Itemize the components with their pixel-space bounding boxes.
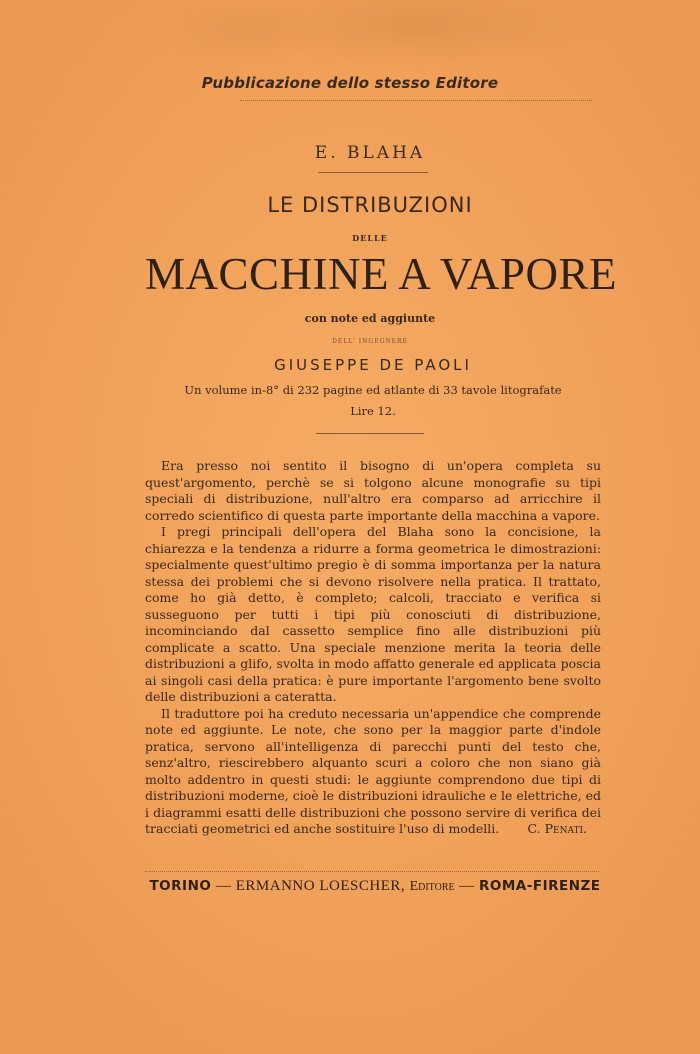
review-paragraph (145, 706, 601, 838)
review-paragraph: Era presso noi sentito il bisogno di un'opera completa su quest'argomento, perchè se si tolgono alcune monografie su tipi speciali di distribuzione, null'altro era comparso ad arricchire il corredo scientifico di questa parte importante della macchina a vapore. (145, 458, 601, 523)
price-rule (316, 433, 424, 434)
review-paragraph: I pregi principali dell'opera del Blaha sono la concisione, la chiarezza e la tendenza a ridurre a forma geometrica le dimostrazioni: specialmente quest'ultimo pregio è di somma importanza per la natura stessa dei problemi che si devono risolvere nella pratica. Il trattato, come ho già detto, è completo; calcoli, tracciato e verifica si susseguono per tutti i tipi più conosciuti di distribuzione, incominciando dal cassetto semplice fino alle distribuzioni più complicate a scatto. Una speciale menzione merita la teoria delle distribuzioni a glifo, svolta in modo affatto generale ed applicata poscia ai singoli casi della pratica: è pure importante l'argomento bene svolto delle distribuzioni a cateratta. (145, 524, 601, 704)
title-connector: DELLE (352, 233, 388, 243)
dash-1: — (215, 878, 232, 894)
by-engineer-label: DELL' INGEGNERE (332, 338, 408, 345)
review-paragraph-text: Il traduttore poi ha creduto necessaria un'appendice che comprende note ed aggiunte. Le note, che sono per la maggior parte d'indole pratica, servono all'intelligenza di parecchi punti del testo che, senz'altro, riescirebbero alquanto scuri a coloro che non siano già molto addentro in questi studi: le aggiunte comprendono due tipi di distribuzioni moderne, cioè le distribuzioni idrauliche e le elettriche, ed i diagrammi esatti delle distribuzioni che possono servire di verifica dei tracciati geometrici ed anche sostituire l'uso di modelli. (145, 705, 601, 836)
top-divider (240, 100, 592, 101)
publisher-role: Editore (409, 879, 455, 894)
title-line-1: LE DISTRIBUZIONI (267, 193, 473, 217)
author-rule (318, 172, 428, 173)
subtitle: con note ed aggiunte (304, 312, 436, 325)
bottom-divider (145, 871, 599, 872)
review-text (145, 458, 601, 838)
price: Lire 12. (350, 404, 396, 418)
publisher-name: ERMANNO LOESCHER, (235, 878, 406, 894)
dash-2: — (459, 878, 475, 894)
publisher-note: Pubblicazione dello stesso Editore (201, 74, 499, 92)
author-name: E. BLAHA (314, 143, 426, 163)
main-title: MACCHINE A VAPORE (145, 249, 617, 299)
volume-info: Un volume in-8° di 232 pagine ed atlante di 33 tavole litografate (184, 383, 562, 397)
city-left: TORINO (149, 878, 212, 894)
editor-name: GIUSEPPE DE PAOLI (274, 356, 472, 374)
city-right: ROMA-FIRENZE (479, 878, 601, 894)
review-signature: C. Penati. (527, 821, 587, 836)
imprint-footer (0, 878, 700, 895)
